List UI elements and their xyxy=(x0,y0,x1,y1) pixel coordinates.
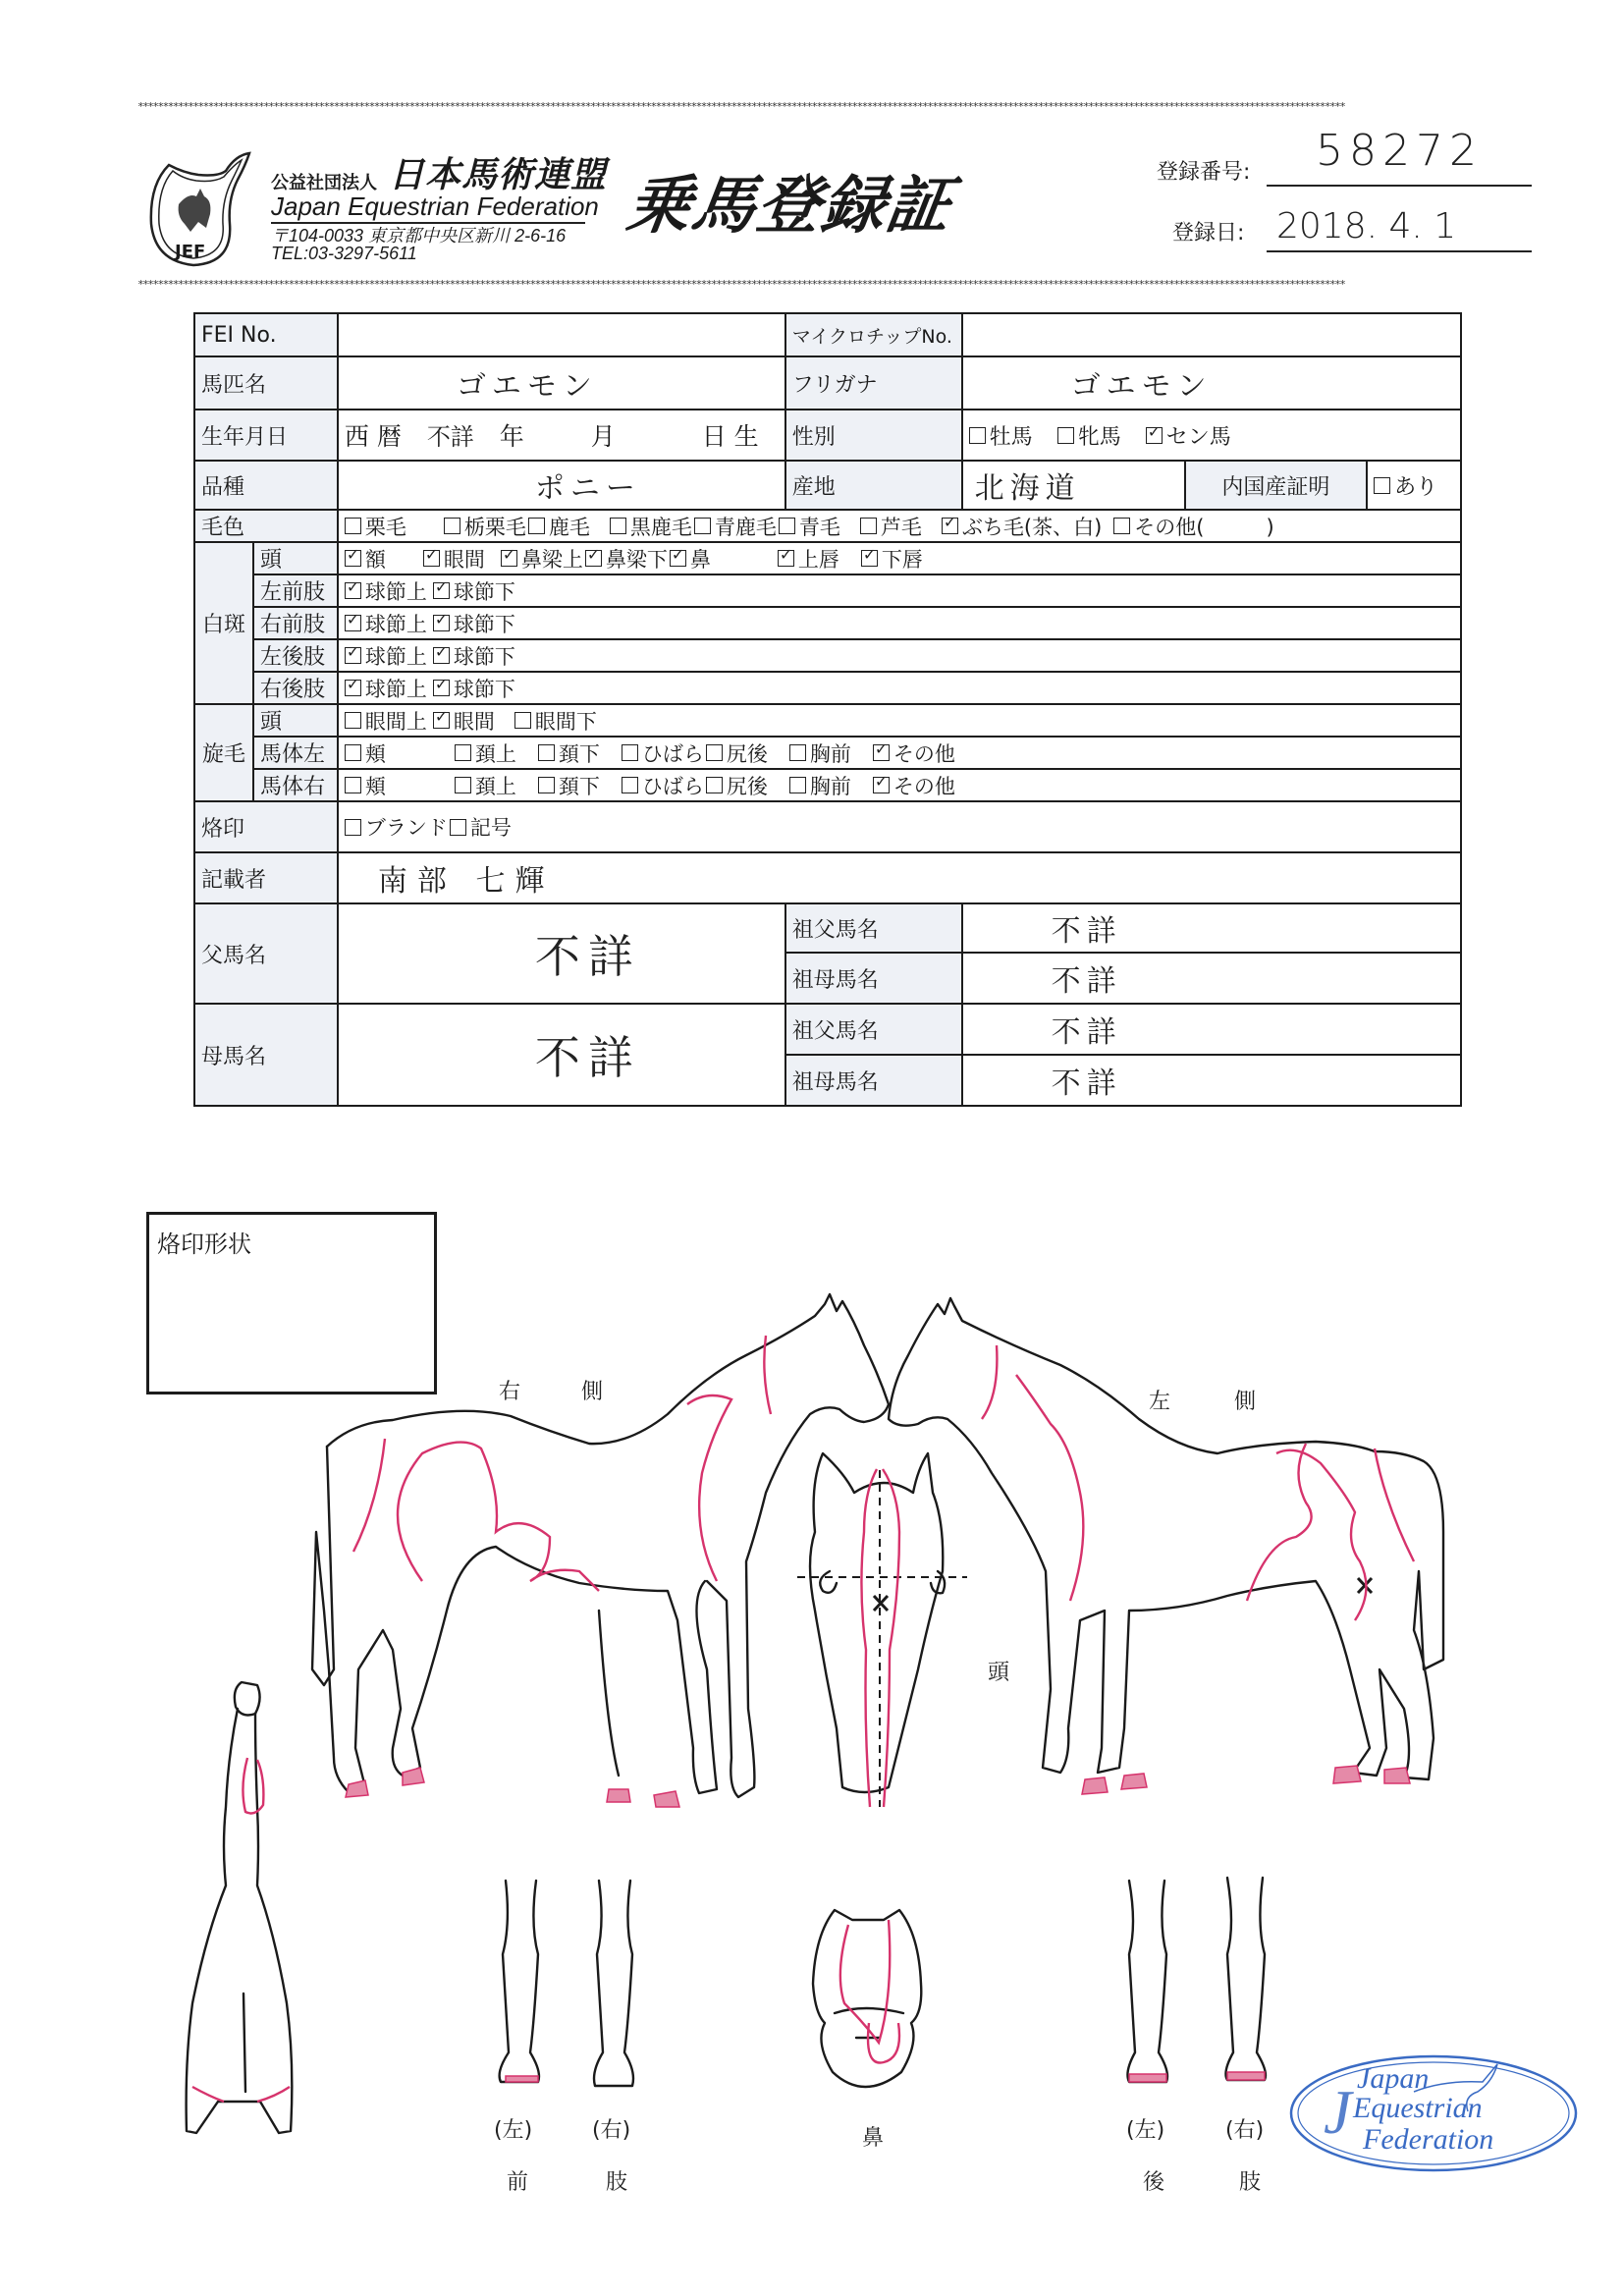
white-option[interactable]: ✓ 鼻梁下 xyxy=(585,544,668,574)
nose-label: 鼻 xyxy=(862,2126,885,2151)
white-option[interactable]: ✓ 球節上 xyxy=(345,576,427,606)
coat-option[interactable]: 黒鹿毛 xyxy=(610,512,692,541)
coat-option[interactable]: 栃栗毛 xyxy=(444,512,526,541)
dam-grandsire-value[interactable]: 不詳 xyxy=(1051,1015,1122,1050)
brand-shape-label: 烙印形状 xyxy=(157,1230,251,1258)
right-side-label-1: 右 xyxy=(499,1380,521,1404)
head-label: 頭 xyxy=(988,1661,1010,1685)
brand-option[interactable]: 記号 xyxy=(450,812,512,842)
breed-value[interactable]: ポニー xyxy=(534,471,641,506)
white-part-label: 右前肢 xyxy=(253,607,338,639)
top-star-border: ************************************************************************************************************************************************************************************************************************************************ xyxy=(137,102,1345,112)
horse-right-side-icon xyxy=(312,1294,889,1797)
sire-granddam-label: 祖母馬名 xyxy=(785,953,962,1004)
brand-option[interactable]: ブランド xyxy=(345,812,448,842)
coat-color-label: 毛色 xyxy=(194,510,338,542)
sire-value[interactable]: 不詳 xyxy=(534,930,641,983)
foreleg-right-label: (右) xyxy=(592,2118,631,2143)
forelegs-icon xyxy=(500,1881,633,2086)
foreleg-caption-1: 前 xyxy=(507,2170,529,2195)
hindleg-right-label: (右) xyxy=(1225,2118,1265,2143)
white-markings-label: 白斑 xyxy=(194,542,253,704)
whorl-part-label: 馬体右 xyxy=(253,769,338,801)
sex-option-gelding[interactable]: ✓ セン馬 xyxy=(1146,420,1231,451)
white-part-label: 右後肢 xyxy=(253,672,338,704)
birth-year-value[interactable]: 不詳 xyxy=(426,423,474,451)
white-option[interactable]: ✓ 球節下 xyxy=(433,641,515,671)
whorls-label: 旋毛 xyxy=(194,704,253,801)
sire-label: 父馬名 xyxy=(194,903,338,1004)
origin-value[interactable]: 北海道 xyxy=(974,471,1081,506)
birth-date-label: 生年月日 xyxy=(194,410,338,461)
reg-number-label: 登録番号: xyxy=(1157,160,1251,185)
coat-option[interactable]: 栗毛 xyxy=(345,512,406,541)
microchip-label: マイクロチップNo. xyxy=(785,313,962,356)
coat-option[interactable]: 青毛 xyxy=(779,512,840,541)
hindleg-left-label: (左) xyxy=(1126,2118,1165,2143)
sire-grandsire-label: 祖父馬名 xyxy=(785,903,962,953)
whorl-option[interactable]: 胸前 xyxy=(789,738,851,768)
hindlegs-icon xyxy=(1127,1878,1266,2082)
recorder-value[interactable]: 南部 七輝 xyxy=(377,864,555,899)
furigana-value[interactable]: ゴエモン xyxy=(1070,369,1213,404)
white-option[interactable]: ✓ 球節下 xyxy=(433,674,515,703)
white-option[interactable]: ✓ 鼻 xyxy=(670,544,711,574)
coat-option[interactable]: 青鹿毛 xyxy=(694,512,777,541)
white-part-label: 頭 xyxy=(253,542,338,574)
org-name-en: Japan Equestrian Federation xyxy=(271,191,599,221)
white-option[interactable]: ✓ 球節下 xyxy=(433,609,515,638)
whorl-option[interactable]: ✓ その他 xyxy=(873,771,955,800)
horse-name-label: 馬匹名 xyxy=(194,356,338,410)
sex-label: 性別 xyxy=(785,410,962,461)
whorl-option[interactable]: 眼間上 xyxy=(345,706,427,736)
fei-no-label: FEI No. xyxy=(194,313,338,356)
horse-nose-icon xyxy=(813,1910,921,2087)
whorl-part-label: 頭 xyxy=(253,704,338,737)
coat-option-pinto[interactable]: ✓ ぶち毛(茶、白) xyxy=(942,512,1102,541)
jef-stamp xyxy=(1286,2052,1581,2180)
whorl-option[interactable]: 頬 xyxy=(345,738,386,768)
white-part-label: 左前肢 xyxy=(253,574,338,607)
whorl-option[interactable]: 頚上 xyxy=(455,771,516,800)
white-option[interactable]: ✓ 鼻梁上 xyxy=(501,544,583,574)
dam-grandsire-label: 祖父馬名 xyxy=(785,1004,962,1055)
birth-year-unit: 年 xyxy=(499,422,524,451)
dam-granddam-value[interactable]: 不詳 xyxy=(1051,1066,1122,1101)
stamp-line-2: Equestrian xyxy=(1353,2092,1483,2124)
logo-text: JEF xyxy=(175,242,206,262)
stamp-line-3: Federation xyxy=(1363,2123,1494,2156)
white-part-label: 左後肢 xyxy=(253,639,338,672)
whorl-option[interactable]: ✓ 眼間 xyxy=(433,706,495,736)
coat-option-other[interactable]: その他( ) xyxy=(1113,512,1273,541)
whorl-option[interactable]: 頚下 xyxy=(538,771,600,800)
whorl-option[interactable]: ✓ その他 xyxy=(873,738,955,768)
whorl-option[interactable]: 頚上 xyxy=(455,738,516,768)
whorl-option[interactable]: 尻後 xyxy=(706,771,768,800)
domestic-cert-option[interactable]: あり xyxy=(1367,461,1461,510)
reg-date-label: 登録日: xyxy=(1172,221,1245,246)
whorl-part-label: 馬体左 xyxy=(253,737,338,769)
hindleg-caption-2: 肢 xyxy=(1239,2170,1262,2195)
document-title: 乗馬登録証 xyxy=(622,170,957,243)
org-address: 〒104-0033 東京都中央区新川 2-6-16 xyxy=(271,226,567,246)
domestic-cert-label: 内国産証明 xyxy=(1185,461,1367,510)
reg-number-value: 58272 xyxy=(1316,126,1483,176)
foreleg-left-label: (左) xyxy=(494,2118,533,2143)
dam-granddam-label: 祖母馬名 xyxy=(785,1055,962,1106)
right-side-label-2: 側 xyxy=(581,1380,604,1404)
whorl-option[interactable]: 尻後 xyxy=(706,738,768,768)
dam-label: 母馬名 xyxy=(194,1004,338,1106)
sex-option-mare[interactable]: 牝馬 xyxy=(1057,420,1121,451)
foreleg-caption-2: 肢 xyxy=(606,2170,628,2195)
stamp-line-1: Japan xyxy=(1357,2062,1430,2095)
dam-value[interactable]: 不詳 xyxy=(534,1031,641,1084)
breed-label: 品種 xyxy=(194,461,338,510)
origin-label: 産地 xyxy=(785,461,962,510)
hindleg-caption-1: 後 xyxy=(1143,2170,1165,2195)
whorl-option[interactable]: 胸前 xyxy=(789,771,851,800)
whorl-option[interactable]: ひばら xyxy=(622,738,704,768)
coat-option[interactable]: 芦毛 xyxy=(860,512,922,541)
birth-month-unit: 月 xyxy=(590,422,616,451)
whorl-option[interactable]: 眼間下 xyxy=(514,706,597,736)
whorl-option[interactable]: ひばら xyxy=(622,771,704,800)
horse-head-front-icon xyxy=(810,1453,945,1792)
horse-name-value[interactable]: ゴエモン xyxy=(456,369,598,404)
org-type: 公益社団法人 xyxy=(271,173,377,193)
org-tel: TEL:03-3297-5611 xyxy=(271,244,417,263)
left-side-label-2: 側 xyxy=(1234,1390,1257,1414)
horse-left-side-icon xyxy=(889,1298,1443,1779)
brand-label: 烙印 xyxy=(194,801,338,852)
bottom-star-border: ************************************************************************************************************************************************************************************************************************************************ xyxy=(137,280,1345,290)
white-option[interactable]: ✓ 下唇 xyxy=(861,544,923,574)
horse-rear-view-icon xyxy=(187,1682,293,2133)
recorder-label: 記載者 xyxy=(194,852,338,903)
furigana-label: フリガナ xyxy=(785,356,962,410)
org-name-jp: 日本馬術連盟 xyxy=(389,155,608,195)
whorl-option[interactable]: 頬 xyxy=(345,771,386,800)
white-option[interactable]: ✓ 球節上 xyxy=(345,609,427,638)
sex-option-stallion[interactable]: 牡馬 xyxy=(969,420,1033,451)
white-option[interactable]: ✓ 上唇 xyxy=(778,544,839,574)
birth-era: 西 暦 xyxy=(344,422,402,451)
white-option[interactable]: ✓ 球節上 xyxy=(345,674,427,703)
white-option[interactable]: ✓ 額 xyxy=(345,544,386,574)
left-side-label-1: 左 xyxy=(1149,1390,1171,1414)
whorl-option[interactable]: 頚下 xyxy=(538,738,600,768)
white-option[interactable]: ✓ 球節下 xyxy=(433,576,515,606)
hoof-marking-fills xyxy=(346,1766,1410,2082)
svg-text:J: J xyxy=(1324,2077,1352,2147)
sire-grandsire-value[interactable]: 不詳 xyxy=(1051,914,1122,949)
coat-option[interactable]: 鹿毛 xyxy=(528,512,590,541)
birth-day-unit: 日 生 xyxy=(701,422,759,451)
sire-granddam-value[interactable]: 不詳 xyxy=(1051,964,1122,999)
head-guide-lines xyxy=(797,1470,967,1807)
white-option[interactable]: ✓ 球節上 xyxy=(345,641,427,671)
reg-date-value: 2018. 4. 1 xyxy=(1276,206,1457,246)
white-option[interactable]: ✓ 眼間 xyxy=(423,544,485,574)
